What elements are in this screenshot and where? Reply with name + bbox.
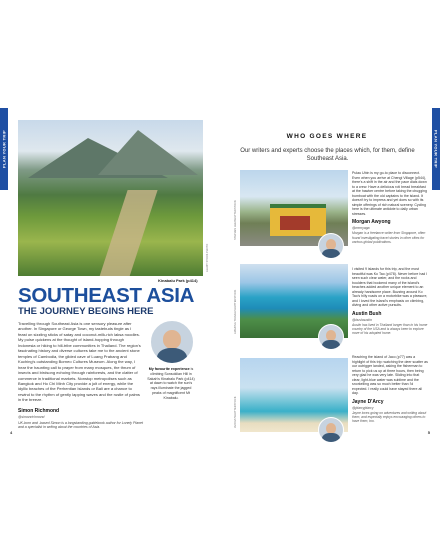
author-handle: @simonrichmond <box>18 415 45 419</box>
avatar-body <box>322 433 339 443</box>
writer-entry-morgan <box>352 171 428 244</box>
entry-writer-bio: Morgan is a freelance writer from Singapore, often found investigating travel stories in other cities for various global publications. <box>352 231 426 244</box>
avatar-face <box>163 330 181 348</box>
writer-avatar-austin <box>318 324 344 350</box>
entry-writer-name: Jayne D'Arcy <box>352 398 384 405</box>
writer-avatar-jayne <box>318 417 344 443</box>
page-number-left: 4 <box>10 430 13 435</box>
entry-text: I visited 9 islands for this trip, and the most beautiful was Ko Tao (p478). Never before had I seen such clear water, and the rocks and boulders that bookend many of the island's beaches added another unique element to an already handsome place. Buzzing around Ko Tao's hilly roads on a motorbike was a pleasure, and I loved the island's emphasis on climbing, diving and other active pursuits. <box>352 267 428 308</box>
writer-entry-austin <box>352 267 428 336</box>
page-subtitle: THE JOURNEY BEGINS HERE <box>18 306 154 317</box>
author-bio: UK-born and -based Simon is a longstanding guidebook author for Lonely Planet and a specialist in writing about the countries of Asia. <box>18 421 143 430</box>
hero-photo-kinabalu <box>18 120 203 276</box>
avatar-body <box>322 249 339 259</box>
author-avatar <box>150 320 194 364</box>
left-section-tab-label: PLAN YOUR TRIP <box>1 130 7 168</box>
entry-writer-bio: Austin has lived in Thailand longer than in his home country of the USA and is always keen to explore more of his adopted home. <box>352 322 428 336</box>
photo1-credit: STEPHEN LEE/SHUTTERSTOCK <box>234 200 237 240</box>
page-number-right: 5 <box>427 430 430 435</box>
entry-writer-handle: @bushaustin <box>352 317 372 322</box>
entry-writer-handle: @jdarcyjdarcy <box>352 405 374 410</box>
entry-text: Pulau Ubin is my go-to place to disconnect. Even when you arrive at Chengi Village (p544), there's a shift in the air and the pace dials down to a crew. Have a delicious roti bread breakfast at the hawker centre before taking the chugging bumboat with the old captains to the island. It doesn't try to impress and yet does so with its simple offerings of rich natural scenery. Cycling here is the ultimate antidote to daily urban stresses. <box>352 171 427 216</box>
page-title: SOUTHEAST ASIA <box>18 284 195 307</box>
intro-paragraph: Travelling through Southeast Asia is one sensory pleasure after another. In Singapore or George Town, my tastebuds tingle as I feast on sizzling sticks of satay and coconut-milk-rich laksa noodles. My pulse quickens at the thought of island-hopping through Indonesia or hiking to hill-tribe communities in Thailand. The region's fascinating history and diverse cultures take me to the ancient stone temples of Cambodia, the gilded cave of Luang Prabang and Kuching's outstanding Borneo Cultures Museum. Along the way, I hear the haunting call to prayer from many mosques, the thrum of insects and birdsong echoing through rainforests, and the clatter of commerce in traditional markets. Nonstop metropolises such as Bangkok and Ho Chi Minh City provide a jolt of energy, while the idyllic beaches of the Perhentian Islands or Bali are a chance to rewind to the rhythm of gently lapping waves and the rustle of palms in the breeze. <box>18 321 141 403</box>
photo3-credit: AVOIGT/SHUTTERSTOCK <box>234 396 237 428</box>
entry-writer-name: Austin Bush <box>352 310 382 317</box>
section-intro: Our writers and experts choose the places which, for them, define Southeast Asia. <box>240 148 415 162</box>
avatar-body <box>322 340 339 350</box>
section-heading: WHO GOES WHERE <box>286 133 368 140</box>
entry-writer-bio: Jayne loves going on adventures and writing about them, and especially enjoys encouraging others to have them, too. <box>352 410 427 424</box>
shop-sign-shape <box>280 216 310 230</box>
favourite-experience <box>146 367 196 401</box>
avatar-face <box>326 423 337 434</box>
entry-writer-name: Morgan Awyong <box>352 219 391 226</box>
entry-text: Reaching the island of Jaco (p77) was a highlight of this trip: watching the deer scatter as our outrigger landed, asking the fisherman to return to pick us up at three hours, then being very glad he was very late. Sliding into that clear, light-blue water was sublime and the snorkelling was so much better than I'd expected. I really could have stayed there all day. <box>352 355 428 396</box>
entry-writer-handle: @mrmyaga <box>352 226 370 231</box>
favourite-text: is climbing Sonsoklian Hill in Sakah's Kinabalu Park (p414) at dawn to watch the sun's rays illuminate the jagged peaks of magnificent Mt Kinabalu. <box>147 367 195 400</box>
favourite-heading: My favourite experience <box>148 367 190 371</box>
photo2-credit: AMAZING TRAVEL/SHUTTERSTOCK <box>234 289 237 334</box>
trail-shape <box>98 190 157 276</box>
right-section-tab <box>432 108 440 190</box>
author-name: Simon Richmond <box>18 408 60 414</box>
avatar-face <box>326 239 337 250</box>
avatar-face <box>326 330 337 341</box>
avatar-body <box>157 348 187 364</box>
right-section-tab-label: PLAN YOUR TRIP <box>433 130 439 168</box>
hero-credit: ALAMY STOCK PHOTO <box>206 243 209 272</box>
mountain-peak-shape <box>98 130 198 175</box>
writer-entry-jayne <box>352 355 428 424</box>
hero-caption: Kinabalu Park (p414) <box>158 278 198 283</box>
writer-avatar-morgan <box>318 233 344 259</box>
left-section-tab <box>0 108 8 190</box>
